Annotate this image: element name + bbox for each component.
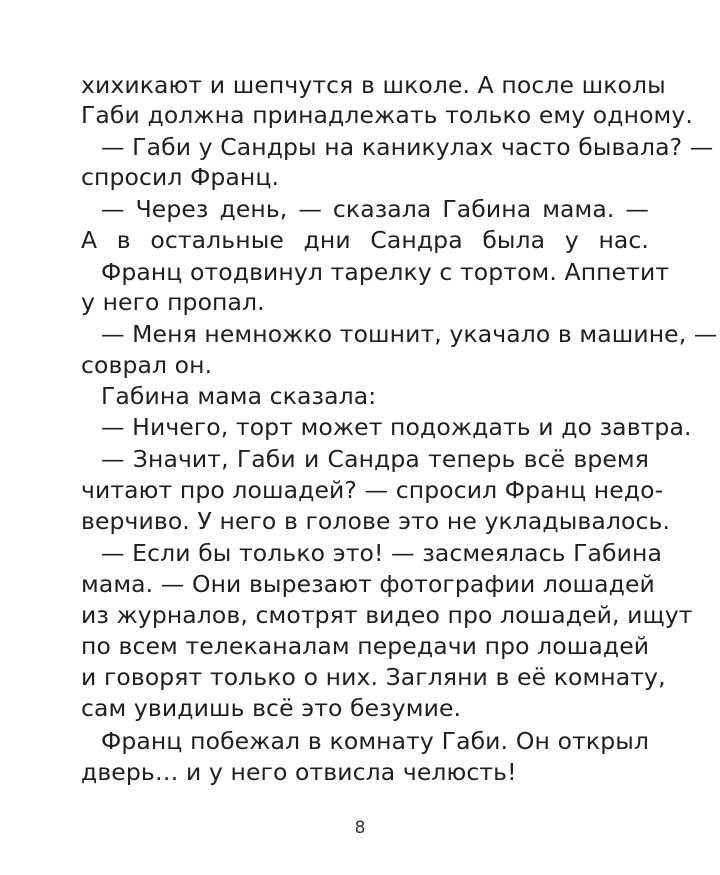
text-line: хихикают и шепчутся в школе. А после школы xyxy=(81,71,666,99)
text-line: у него пропал. xyxy=(81,288,265,316)
text-line: — Меня немножко тошнит, укачало в машине, — xyxy=(101,320,718,348)
text-line: Франц побежал в комнату Габи. Он открыл xyxy=(101,727,649,755)
text-line: сам увидишь всё это безумие. xyxy=(81,694,462,722)
text-line: из журналов, смотрят видео про лошадей, ищут xyxy=(81,601,693,629)
text-line: соврал он. xyxy=(81,351,213,379)
text-line: — Если бы только это! — засмеялась Габина xyxy=(101,539,662,567)
text-line: и говорят только о них. Загляни в её комнату, xyxy=(81,663,666,691)
text-line: по всем телеканалам передачи про лошадей xyxy=(81,632,650,660)
text-line: Габи должна принадлежать только ему одному. xyxy=(81,101,693,129)
text-line: Габина мама сказала: xyxy=(101,382,377,410)
text-line: спросил Франц. xyxy=(81,163,280,191)
text-line: — Ничего, торт может подождать и до завтра. xyxy=(101,413,692,441)
page-number: 8 xyxy=(354,818,366,838)
text-line: дверь… и у него отвисла челюсть! xyxy=(81,758,517,786)
text-line: — Габи у Сандры на каникулах часто бывала? — xyxy=(101,133,714,161)
text-line: читают про лошадей? — спросил Франц недо- xyxy=(81,476,664,504)
text-line: — Через день, — сказала Габина мама. — xyxy=(101,195,649,223)
text-line: мама. — Они вырезают фотографии лошадей xyxy=(81,570,655,598)
text-line: — Значит, Габи и Сандра теперь всё время xyxy=(101,445,649,473)
text-line: верчиво. У него в голове это не укладывалось. xyxy=(81,507,671,535)
text-line: Франц отодвинул тарелку с тортом. Аппетит xyxy=(101,258,670,286)
text-line: А в остальные дни Сандра была у нас. xyxy=(81,226,649,254)
